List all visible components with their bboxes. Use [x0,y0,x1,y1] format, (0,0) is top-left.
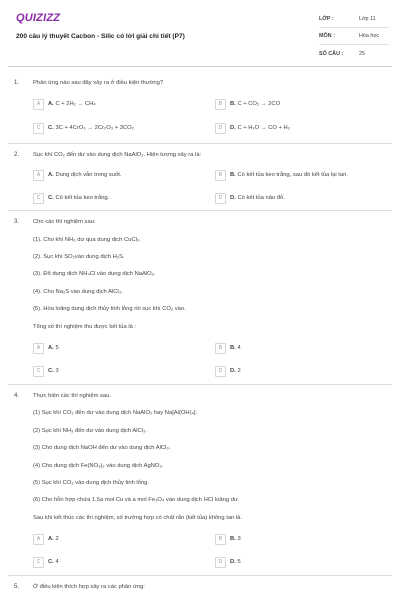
option-key: A. [48,101,54,107]
option-letter: A [33,170,44,181]
option-text: Có kết tủa keo trắng. [55,195,110,201]
question-divider [8,575,392,576]
question-number: 5. [14,584,20,590]
option-a[interactable] [33,342,59,354]
question-text: Thực hiện các thí nghiệm sau. [33,393,111,399]
option-letter: C [33,557,44,568]
option-text: 2 [55,536,59,542]
meta-row-count [319,45,389,62]
option-letter: A [33,99,44,110]
question-text: Cho các thí nghiệm sau: [33,219,96,225]
option-c[interactable] [33,365,59,377]
meta-table [319,11,389,62]
option-letter: B [215,534,226,545]
option-key: C. [48,368,54,374]
option-text: 5 [55,345,59,351]
meta-value: Hóa học [359,33,380,39]
option-text: 3C + 4CrO₃ → 2Cr₂O₃ + 3CO₂ [55,125,134,131]
question-line: (3) Cho dung dịch NaOH đến dư vào dung dịch AlCl₃. [33,445,171,451]
question-line: (4). Cho Na₂S vào dung dịch AlCl₃. [33,289,123,295]
option-key: C. [48,559,54,565]
question-line: (1). Cho khí NH₃ dư qua dung dịch CuCl₂. [33,237,141,243]
option-c[interactable] [33,556,59,568]
option-key: D. [230,125,236,131]
option-a[interactable] [33,169,122,181]
option-a[interactable] [33,98,96,110]
question-line: (1) Sục khí CO₂ đến dư vào dung dịch NaAlO₂ hay Na[Al(OH)₄]. [33,410,198,416]
option-key: D. [230,559,236,565]
question-divider [8,384,392,385]
option-letter: C [33,193,44,204]
option-key: A. [48,345,54,351]
option-letter: D [215,557,226,568]
option-text: Dung dịch vẫn trong suốt. [55,172,122,178]
option-text: C + H₂O → CO + H₂ [237,125,290,131]
question-text: Ở điều kiện thích hợp xảy ra các phản ứng: [33,584,145,590]
question-divider [8,143,392,144]
option-key: A. [48,172,54,178]
question-number: 1. [14,80,20,86]
question-number: 2. [14,152,20,158]
option-key: D. [230,195,236,201]
option-letter: D [215,193,226,204]
question-divider [8,210,392,211]
option-key: C. [48,195,54,201]
question-text: Sục khí CO₂ đến dư vào dung dịch NaAlO₂. Hiện tượng xảy ra là: [33,152,202,158]
question-line: (6) Cho hỗn hợp chứa 1,5a mol Cu và a mol Fe₃O₄ vào dung dịch HCl loãng dư. [33,497,240,503]
meta-row-subject [319,28,389,45]
page-title: 200 câu lý thuyết Cacbon - Silic có lời giải chi tiết (P7) [16,33,185,40]
option-b[interactable] [215,533,241,545]
option-text: 5 [237,559,241,565]
option-letter: A [33,534,44,545]
question-line: (3). Đổ dung dịch NH₄Cl vào dung dịch NaAlO₂. [33,271,156,277]
option-text: Có kết tủa keo trắng, sau đó kết tủa lại tan. [237,172,348,178]
option-text: 4 [237,345,241,351]
option-text: 2 [237,368,241,374]
worksheet-header [0,0,400,62]
meta-value: Lớp 11 [359,16,376,22]
option-letter: A [33,343,44,354]
option-key: A. [48,536,54,542]
meta-value: 25 [359,50,365,57]
option-letter: D [215,366,226,377]
option-letter: B [215,99,226,110]
quizizz-logo[interactable]: QUIZIZZ [16,12,61,24]
question-line: (5). Hòa loãng dung dịch thủy tinh lỏng rồi sục khí CO₂ vào. [33,306,186,312]
header-divider [8,66,392,67]
option-c[interactable] [33,122,134,134]
option-d[interactable] [215,122,290,134]
question-line: Sau khi kết thúc các thí nghiệm, số trường hợp có chất rắn (kết tủa) không tan là. [33,515,243,521]
option-b[interactable] [215,98,280,110]
option-key: B. [230,101,236,107]
option-text: Có kết tủa nâu đỏ. [237,195,285,201]
option-letter: C [33,366,44,377]
option-text: C + CO₂ → 2CO [237,101,281,107]
meta-label: SỐ CÂU : [319,50,344,57]
option-a[interactable] [33,533,59,545]
option-text: 3 [237,536,241,542]
option-b[interactable] [215,169,348,181]
option-key: C. [48,125,54,131]
meta-row-grade [319,11,389,28]
question-text: Phản ứng nào sau đây xảy ra ở điều kiện thường? [33,80,164,86]
option-b[interactable] [215,342,241,354]
question-line: (2). Sục khí SO₂vào dung dịch H₂S. [33,254,125,260]
option-text: 3 [55,368,59,374]
question-number: 4. [14,393,20,399]
option-key: B. [230,345,236,351]
option-d[interactable] [215,192,285,204]
option-text: 4 [55,559,59,565]
question-line: (2) Sục khí NH₃ đến dư vào dung dịch AlCl₃. [33,428,147,434]
option-text: C + 2H₂ → CH₄ [55,101,96,107]
option-d[interactable] [215,556,241,568]
question-line: (4) Cho dung dịch Fe(NO₃)₂ vào dung dịch AgNO₃. [33,463,164,469]
option-letter: B [215,170,226,181]
question-line: Tổng số thí nghiệm thu được kết tủa là : [33,324,137,330]
option-key: D. [230,368,236,374]
option-d[interactable] [215,365,241,377]
option-letter: C [33,123,44,134]
option-key: B. [230,536,236,542]
meta-label: LỚP : [319,16,334,22]
question-line: (5) Sục khí CO₂ vào dung dịch thủy tinh lỏng. [33,480,149,486]
option-key: B. [230,172,236,178]
option-letter: B [215,343,226,354]
question-number: 3. [14,219,20,225]
option-letter: D [215,123,226,134]
option-c[interactable] [33,192,109,204]
meta-label: MÔN : [319,33,335,39]
